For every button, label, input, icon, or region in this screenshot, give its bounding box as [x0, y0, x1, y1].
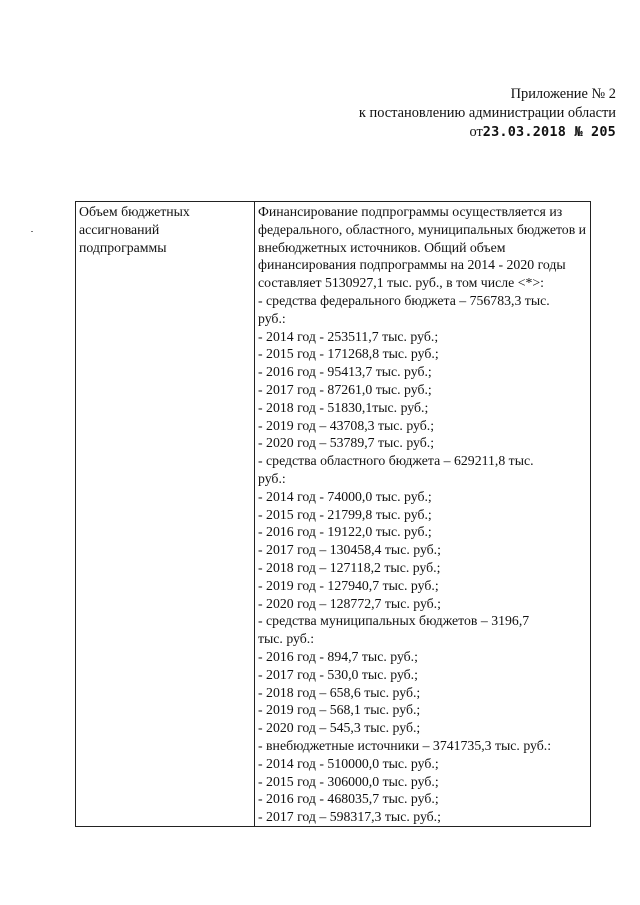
financing-item: - 2015 год - 171268,8 тыс. руб.;: [258, 346, 439, 362]
financing-item: - 2020 год – 53789,7 тыс. руб.;: [258, 435, 435, 451]
financing-item: - 2018 год – 658,6 тыс. руб.;: [258, 684, 421, 700]
document-header: [359, 85, 616, 142]
financing-item: - 2016 год - 19122,0 тыс. руб.;: [258, 524, 432, 540]
financing-item: - 2017 год - 530,0 тыс. руб.;: [258, 666, 418, 682]
financing-item: - 2019 год - 127940,7 тыс. руб.;: [258, 577, 439, 593]
financing-item: - 2014 год - 253511,7 тыс. руб.;: [258, 328, 439, 344]
financing-item: - 2015 год - 21799,8 тыс. руб.;: [258, 506, 432, 522]
financing-item: - 2019 год – 568,1 тыс. руб.;: [258, 702, 421, 718]
financing-item: - 2016 год - 95413,7 тыс. руб.;: [258, 364, 432, 380]
financing-item: - 2017 год – 130458,4 тыс. руб.;: [258, 542, 441, 558]
label-line: Объем бюджетных: [79, 204, 190, 219]
financing-item: - внебюджетные источники – 3741735,3 тыс. руб.:: [258, 737, 552, 753]
financing-item: руб.:: [258, 470, 286, 486]
financing-item: - 2016 год - 468035,7 тыс. руб.;: [258, 791, 439, 807]
financing-item: - 2019 год – 43708,3 тыс. руб.;: [258, 417, 435, 433]
resolution-date-line: [359, 123, 616, 142]
financing-item: - средства федерального бюджета – 756783,3 тыс.: [258, 292, 550, 308]
financing-item: - 2020 год – 128772,7 тыс. руб.;: [258, 595, 441, 611]
financing-items-list: [258, 292, 587, 826]
financing-item: - 2017 год - 87261,0 тыс. руб.;: [258, 381, 432, 397]
content-cell: [255, 202, 591, 827]
financing-item: - 2018 год - 51830,1тыс. руб.;: [258, 399, 429, 415]
financing-item: - 2014 год - 74000,0 тыс. руб.;: [258, 488, 432, 504]
date-prefix: от: [469, 124, 483, 140]
financing-item: тыс. руб.:: [258, 631, 315, 647]
financing-item: руб.:: [258, 310, 286, 326]
financing-item: - 2016 год - 894,7 тыс. руб.;: [258, 648, 418, 664]
date-number-stamp: 23.03.2018 № 205: [482, 124, 616, 140]
scan-speck: [31, 231, 33, 232]
budget-table: [75, 201, 591, 827]
financing-item: - средства муниципальных бюджетов – 3196,7: [258, 613, 530, 629]
appendix-title: Приложение № 2: [510, 86, 616, 102]
label-cell: [76, 202, 255, 827]
financing-item: - 2014 год - 510000,0 тыс. руб.;: [258, 755, 439, 771]
label-line: подпрограммы: [79, 239, 167, 255]
resolution-reference: к постановлению администрации области: [358, 105, 616, 121]
financing-item: - средства областного бюджета – 629211,8 тыс.: [258, 453, 534, 469]
financing-item: - 2020 год – 545,3 тыс. руб.;: [258, 720, 421, 736]
financing-item: - 2015 год - 306000,0 тыс. руб.;: [258, 773, 439, 789]
financing-item: - 2018 год – 127118,2 тыс. руб.;: [258, 559, 441, 575]
financing-intro: Финансирование подпрограммы осуществляется из федерального, областного, муниципальных бюджетов и внебюджетных источников. Общий объем финансирования подпрограммы на 2014 - 2020 годы составляет 5130927,1 тыс. руб., в том числе <*>:: [258, 204, 587, 291]
financing-item: - 2017 год – 598317,3 тыс. руб.;: [258, 809, 441, 825]
label-line: ассигнований: [79, 221, 160, 237]
table-row: [76, 202, 591, 827]
